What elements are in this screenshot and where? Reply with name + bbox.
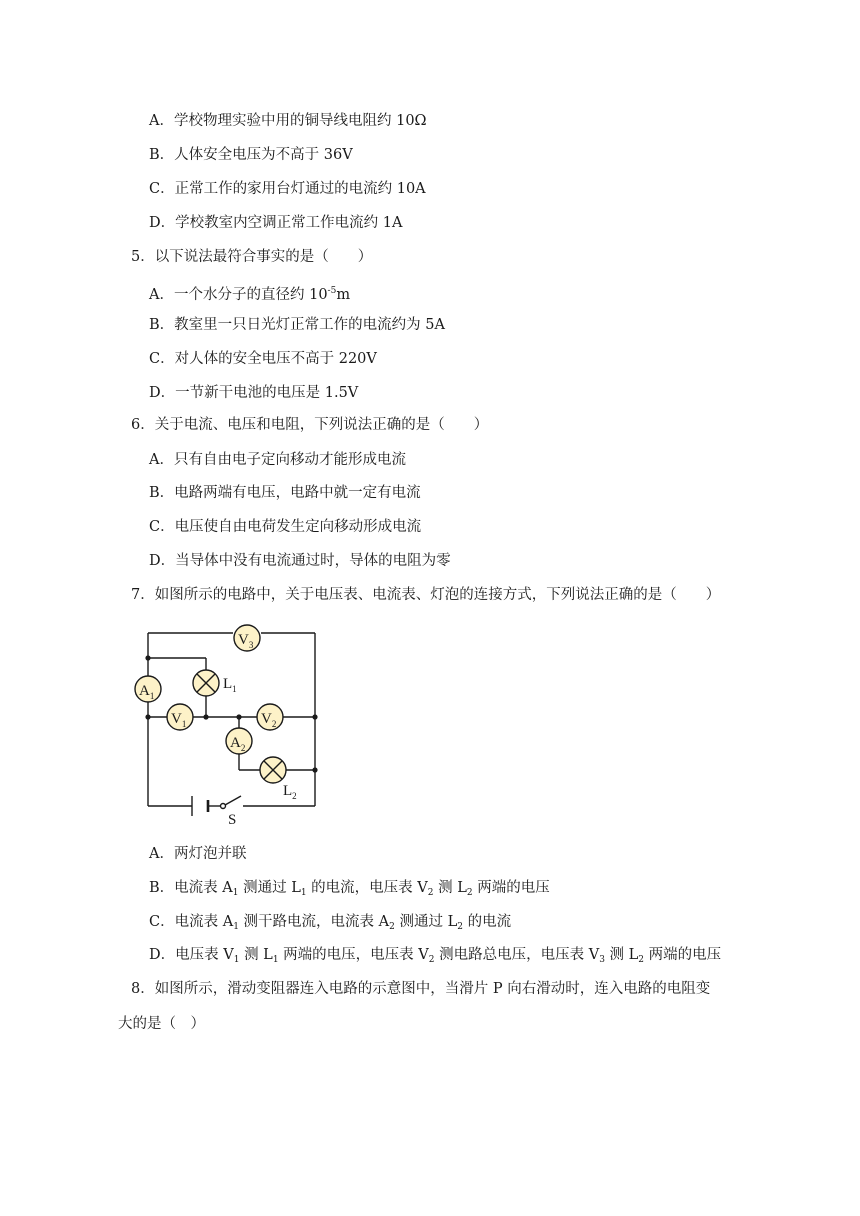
- circuit-diagram: [125, 620, 335, 830]
- q6-option-c: C．电压使自由电荷发生定向移动形成电流: [149, 519, 422, 535]
- q6-option-b: B．电路两端有电压，电路中就一定有电流: [149, 485, 421, 501]
- junction-dot: [312, 767, 317, 772]
- label-switch-s: S: [228, 812, 237, 828]
- junction-dot: [145, 714, 150, 719]
- voltmeter-v2: [257, 704, 283, 730]
- lamp-l1: [193, 670, 219, 696]
- q8-stem-line1: 8．如图所示，滑动变阻器连入电路的示意图中，当滑片 P 向右滑动时，连入电路的电阻变: [131, 981, 711, 997]
- q7-option-a: A．两灯泡并联: [149, 846, 247, 862]
- label-l2: $L_2$: [283, 783, 297, 801]
- q6-stem: 6．关于电流、电压和电阻，下列说法正确的是（ ）: [131, 417, 489, 433]
- svg-text:A2: $A_2$: [230, 735, 246, 753]
- q7-option-b: B．电流表 $A_1$ 测通过 $L_1$ 的电流，电压表 $V_2$ 测 $L_2$ 两端的电压: [149, 880, 550, 898]
- switch-contact: [221, 804, 226, 809]
- q4-option-d: D．学校教室内空调正常工作电流约 1A: [149, 215, 403, 231]
- q7-option-d: D．电压表 $V_1$ 测 $L_1$ 两端的电压，电压表 $V_2$ 测电路总电压，电压表 $V_3$ 测 $L_2$ 两端的电压: [149, 947, 722, 965]
- q4-option-a: A．学校物理实验中用的铜导线电阻约 10Ω: [149, 113, 427, 129]
- q5-stem: 5．以下说法最符合事实的是（ ）: [131, 249, 373, 265]
- q6-option-a: A．只有自由电子定向移动才能形成电流: [149, 452, 406, 468]
- svg-text:A1: $A_1$: [139, 683, 155, 701]
- junction-dot: [145, 655, 150, 660]
- voltmeter-v1: [167, 704, 193, 730]
- junction-dot: [236, 714, 241, 719]
- q6-option-d: D．当导体中没有电流通过时，导体的电阻为零: [149, 553, 451, 569]
- ammeter-a2: [226, 728, 252, 754]
- q5-option-d: D．一节新干电池的电压是 1.5V: [149, 385, 359, 401]
- q5-option-a: A．一个水分子的直径约 $10^{-5}m$: [149, 286, 351, 303]
- ammeter-a1: [135, 676, 161, 702]
- svg-text:V2: $V_2$: [261, 711, 277, 729]
- q7-option-c: C．电流表 $A_1$ 测干路电流，电流表 $A_2$ 测通过 $L_2$ 的电流: [149, 914, 512, 932]
- q4-option-c: C．正常工作的家用台灯通过的电流约 10A: [149, 181, 426, 197]
- svg-text:V1: $V_1$: [171, 711, 187, 729]
- q8-stem-line2: 大的是（ ）: [118, 1016, 205, 1032]
- voltmeter-v3: [234, 625, 260, 651]
- label-l1: $L_1$: [223, 676, 237, 694]
- lamp-l2: [260, 757, 286, 783]
- junction-dot: [312, 714, 317, 719]
- q5-option-c: C．对人体的安全电压不高于 220V: [149, 351, 377, 367]
- junction-dot: [203, 714, 208, 719]
- q5-option-b: B．教室里一只日光灯正常工作的电流约为 5A: [149, 317, 445, 333]
- svg-text:V3: $V_3$: [238, 632, 254, 650]
- switch-lever: [225, 796, 241, 805]
- q7-stem: 7．如图所示的电路中，关于电压表、电流表、灯泡的连接方式，下列说法正确的是（ ）: [131, 587, 721, 603]
- q4-option-b: B．人体安全电压为不高于 36V: [149, 147, 353, 163]
